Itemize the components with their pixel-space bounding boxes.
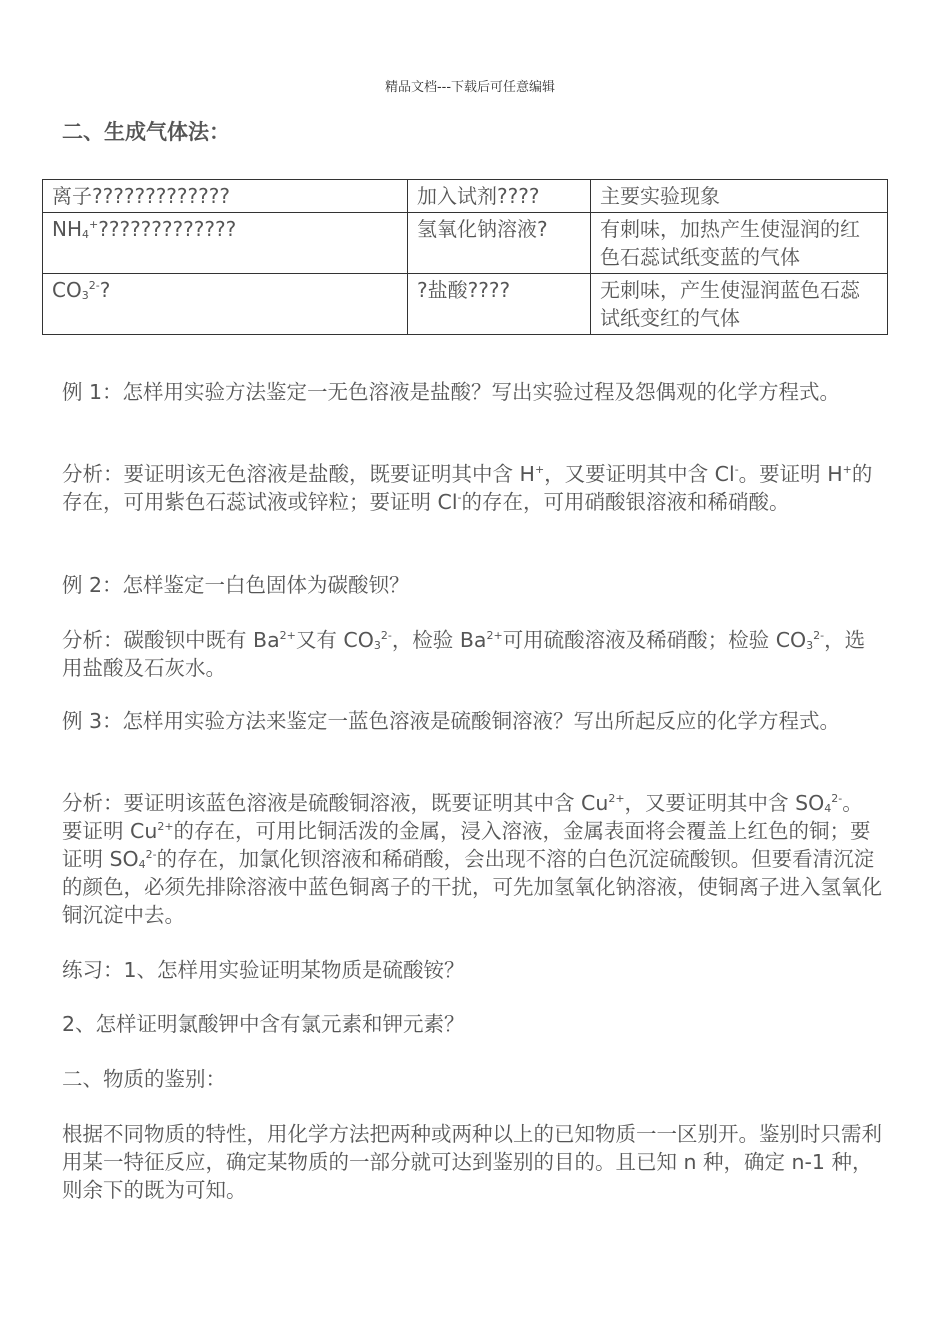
example-1: 例 1：怎样用实验方法鉴定一无色溶液是盐酸？写出实验过程及怨偶观的化学方程式。 xyxy=(62,380,841,404)
reagent-cell: 氢氧化钠溶液? xyxy=(408,213,591,274)
phenomenon-cell: 无刺味，产生使湿润蓝色石蕊试纸变红的气体 xyxy=(591,274,888,335)
ion-charge: + xyxy=(89,218,99,231)
ion-reagent-table xyxy=(42,179,888,335)
ion-base: CO xyxy=(52,278,82,302)
table-header-cell: 加入试剂???? xyxy=(408,180,591,213)
ion-tail: ? xyxy=(99,278,111,302)
example-2: 例 2：怎样鉴定一白色固体为碳酸钡？ xyxy=(62,573,410,597)
exercise-1: 练习：1、怎样用实验证明某物质是硫酸铵？ xyxy=(62,958,465,982)
ion-subscript: 4 xyxy=(82,228,89,241)
ion-cell xyxy=(43,274,408,335)
analysis-3: 分析：要证明该蓝色溶液是硫酸铜溶液，既要证明其中含 $Cu^{2+}$，又要证明其中含 $SO_4^{2-}$。要证明 $Cu^{2+}$的存在，可用比铜活泼的金属，浸入溶液，金属表面将会覆盖上红色的铜；要证明 $SO_4^{2-}$的存在，加氯化钡溶液和稀硝酸，会出现不溶的白色沉淀硫酸钡。但要看清沉淀的颜色，必须先排除溶液中蓝色铜离子的干扰，可先加氢氧化钠溶液，使铜离子进入氢氧化铜沉淀中去。 xyxy=(62,791,882,927)
page-header: 精品文档---下载后可任意编辑 xyxy=(384,80,556,95)
ion-subscript: 3 xyxy=(81,289,89,302)
section-title: 二、生成气体法： xyxy=(62,120,230,144)
example-3: 例 3：怎样用实验方法来鉴定一蓝色溶液是硫酸铜溶液？写出所起反应的化学方程式。 xyxy=(62,709,841,733)
table-header-cell: 离子????????????? xyxy=(43,180,408,213)
reagent-cell: ?盐酸???? xyxy=(408,274,591,335)
ion-cell xyxy=(43,213,408,274)
section-2-title: 二、物质的鉴别： xyxy=(62,1067,226,1091)
section-2-body: 根据不同物质的特性，用化学方法把两种或两种以上的已知物质一一区别开。鉴别时只需利用某一特征反应，确定某物质的一部分就可达到鉴别的目的。且已知 n 种，确定 n-1 种，则余下的既为可知。 xyxy=(62,1122,882,1202)
table-header-row xyxy=(43,180,888,213)
table-header-cell: 主要实验现象 xyxy=(591,180,888,213)
ion-tail: ????????????? xyxy=(98,217,237,241)
phenomenon-cell: 有刺味，加热产生使湿润的红色石蕊试纸变蓝的气体 xyxy=(591,213,888,274)
analysis-2: 分析：碳酸钡中既有 $Ba^{2+}$又有 $CO_3^{2-}$，检验 $Ba^{2+}$可用硫酸溶液及稀硝酸；检验 $CO_3^{2-}$，选用盐酸及石灰水。 xyxy=(62,628,866,680)
analysis-1: 分析：要证明该无色溶液是盐酸，既要证明其中含 H+，又要证明其中含 Cl-。要证明 H+的存在，可用紫色石蕊试液或锌粒；要证明 Cl-的存在，可用硝酸银溶液和稀硝酸。 xyxy=(62,462,873,514)
table-row xyxy=(43,274,888,335)
ion-base: NH xyxy=(52,217,82,241)
table-row xyxy=(43,213,888,274)
exercise-2: 2、怎样证明氯酸钾中含有氯元素和钾元素？ xyxy=(62,1012,465,1036)
ion-charge: 2- xyxy=(88,279,100,292)
